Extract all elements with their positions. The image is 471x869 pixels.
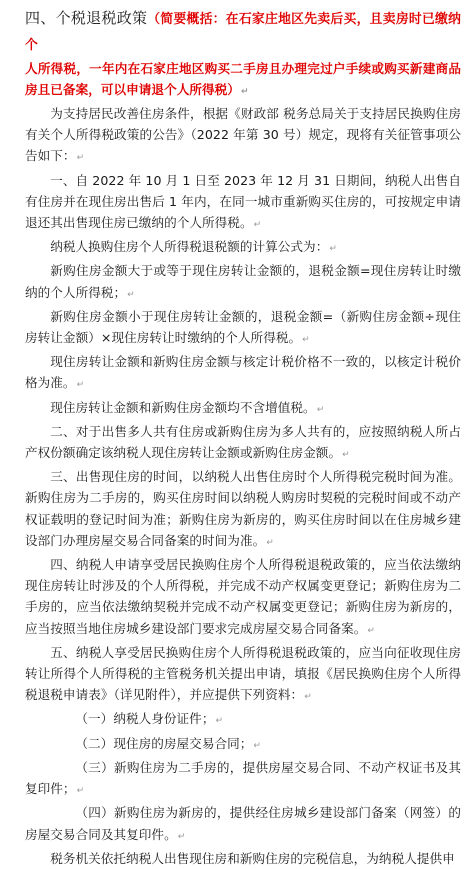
- summary-text-line-2: 人所得税，一年内在石家庄地区购买二手房且办理完过户手续或购买新建商品房且已备案，可以申请退个人所得税）: [25, 61, 461, 97]
- paragraph-mark-icon: ↵: [302, 335, 310, 346]
- material-4-text: （四）新购住房为新房的，提供经住房城乡建设部门备案（网签）的房屋交易合同及其复印件。: [25, 805, 461, 842]
- article-5-text: 五、纳税人享受居民换购住房个人所得税退税政策的，应当向征收现住房转让所得个人所得税的主管税务机关提出申请，填报《居民换购住房个人所得税退税申请表》（详见附件），并应提供下列资料：: [25, 644, 461, 703]
- intro-paragraph: [25, 103, 461, 170]
- article-5: [25, 642, 461, 709]
- article-4-text: 四、纳税人申请享受居民换购住房个人所得税退税政策的，应当依法缴纳现住房转让时涉及的个人所得税，并完成不动产权属变更登记；新购住房为二手房的，应当依法缴纳契税并完成不动产权属变更登记；新购住房为新房的，应当按照当地住房城乡建设部门要求完成房屋交易合同备案。: [25, 557, 461, 636]
- document-page: [25, 6, 461, 869]
- article-2: [25, 421, 461, 466]
- paragraph-mark-icon: ↵: [342, 450, 350, 461]
- formula-case-less-text: 新购住房金额小于现住房转让金额的，退税金额=（新购住房金额÷现住房转让金额）×现住房转让时缴纳的个人所得税。: [25, 308, 461, 346]
- material-2-text: （二）现住房的房屋交易合同；: [75, 735, 253, 751]
- paragraph-mark-icon: ↵: [215, 716, 224, 727]
- paragraph-mark-icon: ↵: [76, 786, 85, 797]
- paragraph-mark-icon: ↵: [367, 625, 375, 636]
- paragraph-mark-icon: ↵: [266, 537, 274, 548]
- assessed-price-rule: [25, 351, 461, 396]
- paragraph-mark-icon: ↵: [253, 220, 262, 231]
- section-heading: [25, 6, 461, 58]
- paragraph-mark-icon: ↵: [240, 87, 249, 97]
- paragraph-mark-icon: ↵: [316, 404, 325, 415]
- paragraph-mark-icon: ↵: [76, 153, 85, 164]
- formula-intro: [25, 236, 461, 260]
- section-title: 四、个税退税政策: [25, 9, 148, 27]
- final-paragraph: [25, 848, 461, 869]
- vat-exclusion-rule: [25, 397, 461, 421]
- article-1-text: 一、自 2022 年 10 月 1 日至 2023 年 12 月 31 日期间，纳税人出售自有住房并在现住房出售后 1 年内，在同一城市重新购买住房的，可按规定申请退还其出售现住房已缴纳的个人所得税。: [25, 172, 461, 231]
- paragraph-mark-icon: ↵: [329, 244, 337, 255]
- article-3-text: 三、出售现住房的时间，以纳税人出售住房时个人所得税完税时间为准。新购住房为二手房的，购买住房时间以纳税人购房时契税的完税时间或不动产权证载明的登记时间为准；新购住房为新房的，购买住房时间以在住房城乡建设部门办理房屋交易合同备案的时间为准。: [25, 469, 461, 548]
- article-2-text: 二、对于出售多人共有住房或新购住房为多人共有的，应按照纳税人所占产权份额确定该纳税人现住房转让金额或新购住房金额。: [25, 423, 461, 461]
- formula-intro-text: 纳税人换购住房个人所得税退税额的计算公式为：: [50, 239, 329, 255]
- paragraph-mark-icon: ↵: [304, 692, 312, 703]
- vat-exclusion-rule-text: 现住房转让金额和新购住房金额均不含增值税。: [50, 399, 316, 415]
- summary-text-continued: [25, 58, 461, 103]
- article-1: [25, 170, 461, 237]
- formula-case-greater: [25, 260, 461, 305]
- summary-label: （简要概括：: [147, 12, 226, 27]
- material-1: [25, 708, 461, 732]
- article-4: [25, 554, 461, 642]
- assessed-price-rule-text: 现住房转让金额和新购住房金额与核定计税价格不一致的，以核定计税价格为准。: [25, 354, 461, 391]
- article-3: [25, 466, 461, 554]
- paragraph-mark-icon: ↵: [76, 380, 85, 391]
- paragraph-mark-icon: ↵: [253, 740, 261, 751]
- final-paragraph-text: 税务机关依托纳税人出售现住房和新购住房的完税信息，为纳税人提供申: [50, 850, 455, 866]
- material-1-text: （一）纳税人身份证件；: [75, 711, 215, 727]
- paragraph-mark-icon: ↵: [127, 289, 135, 300]
- material-2: [25, 733, 461, 757]
- formula-case-greater-text: 新购住房金额大于或等于现住房转让金额的，退税金额=现住房转让时缴纳的个人所得税；: [25, 263, 461, 300]
- material-4: [25, 802, 461, 847]
- intro-text: 为支持居民改善住房条件，根据《财政部 税务总局关于支持居民换购住房有关个人所得税政策的公告》（2022 年第 30 号）规定，现将有关征管事项公告如下：: [25, 106, 461, 164]
- material-3-text: （三）新购住房为二手房的，提供房屋交易合同、不动产权证书及其复印件；: [25, 759, 461, 797]
- formula-case-less: [25, 306, 461, 351]
- summary-text-line-1: 在石家庄地区先卖后买，且卖房时已缴纳个: [25, 12, 461, 53]
- material-3: [25, 757, 461, 802]
- paragraph-mark-icon: ↵: [177, 831, 186, 842]
